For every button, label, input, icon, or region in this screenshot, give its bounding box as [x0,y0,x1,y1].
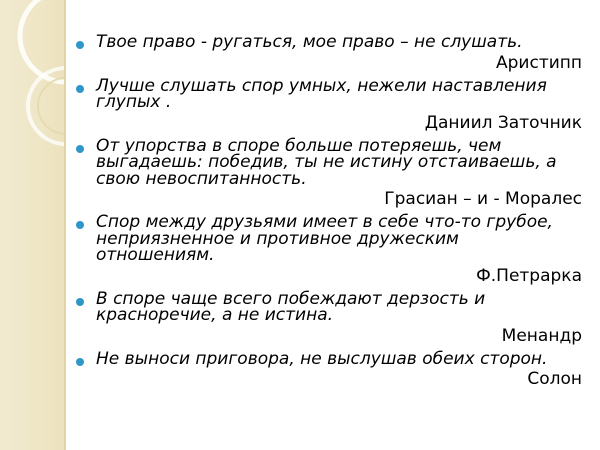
quote-text: Твое право - ругаться, мое право – не слушать. [96,32,523,52]
bullet-icon [76,41,84,49]
quote-item [76,34,582,72]
bullet-icon [76,298,84,306]
quote-author: Ф.Петрарка [476,265,582,286]
bullet-icon [76,145,84,153]
quote-item [76,135,582,209]
quote-item [76,288,582,346]
quote-text: Спор между друзьями имеет в себе что-то грубое, неприязненное и противное дружеским отношениям. [96,212,553,265]
quote-author: Даниил Заточник [424,112,582,133]
decorative-side-panel [0,0,66,450]
quote-author: Грасиан – и - Моралес [384,189,582,209]
quote-author: Аристипп [496,52,582,73]
side-divider [64,0,66,450]
quote-author: Солон [527,369,582,389]
bullet-icon [76,85,84,93]
quote-author: Менандр [501,325,582,346]
quote-text: От упорства в споре больше потеряешь, чем выгадаешь: победив, ты не истину отстаиваешь, а свою невоспитанность. [96,135,557,189]
bullet-icon [76,358,84,366]
quote-item [76,214,582,285]
quotes-list [76,34,582,394]
quote-text: Не выноси приговора, не выслушав обеих сторон. [96,348,548,369]
quote-item [76,348,582,389]
bullet-icon [76,221,84,229]
decorative-circles-icon [0,0,66,160]
quote-item [76,75,582,133]
quote-text: В споре чаще всего побеждают дерзость и красноречие, а не истина. [96,288,486,325]
quote-text: Лучше слушать спор умных, нежели наставления глупых . [96,75,547,112]
